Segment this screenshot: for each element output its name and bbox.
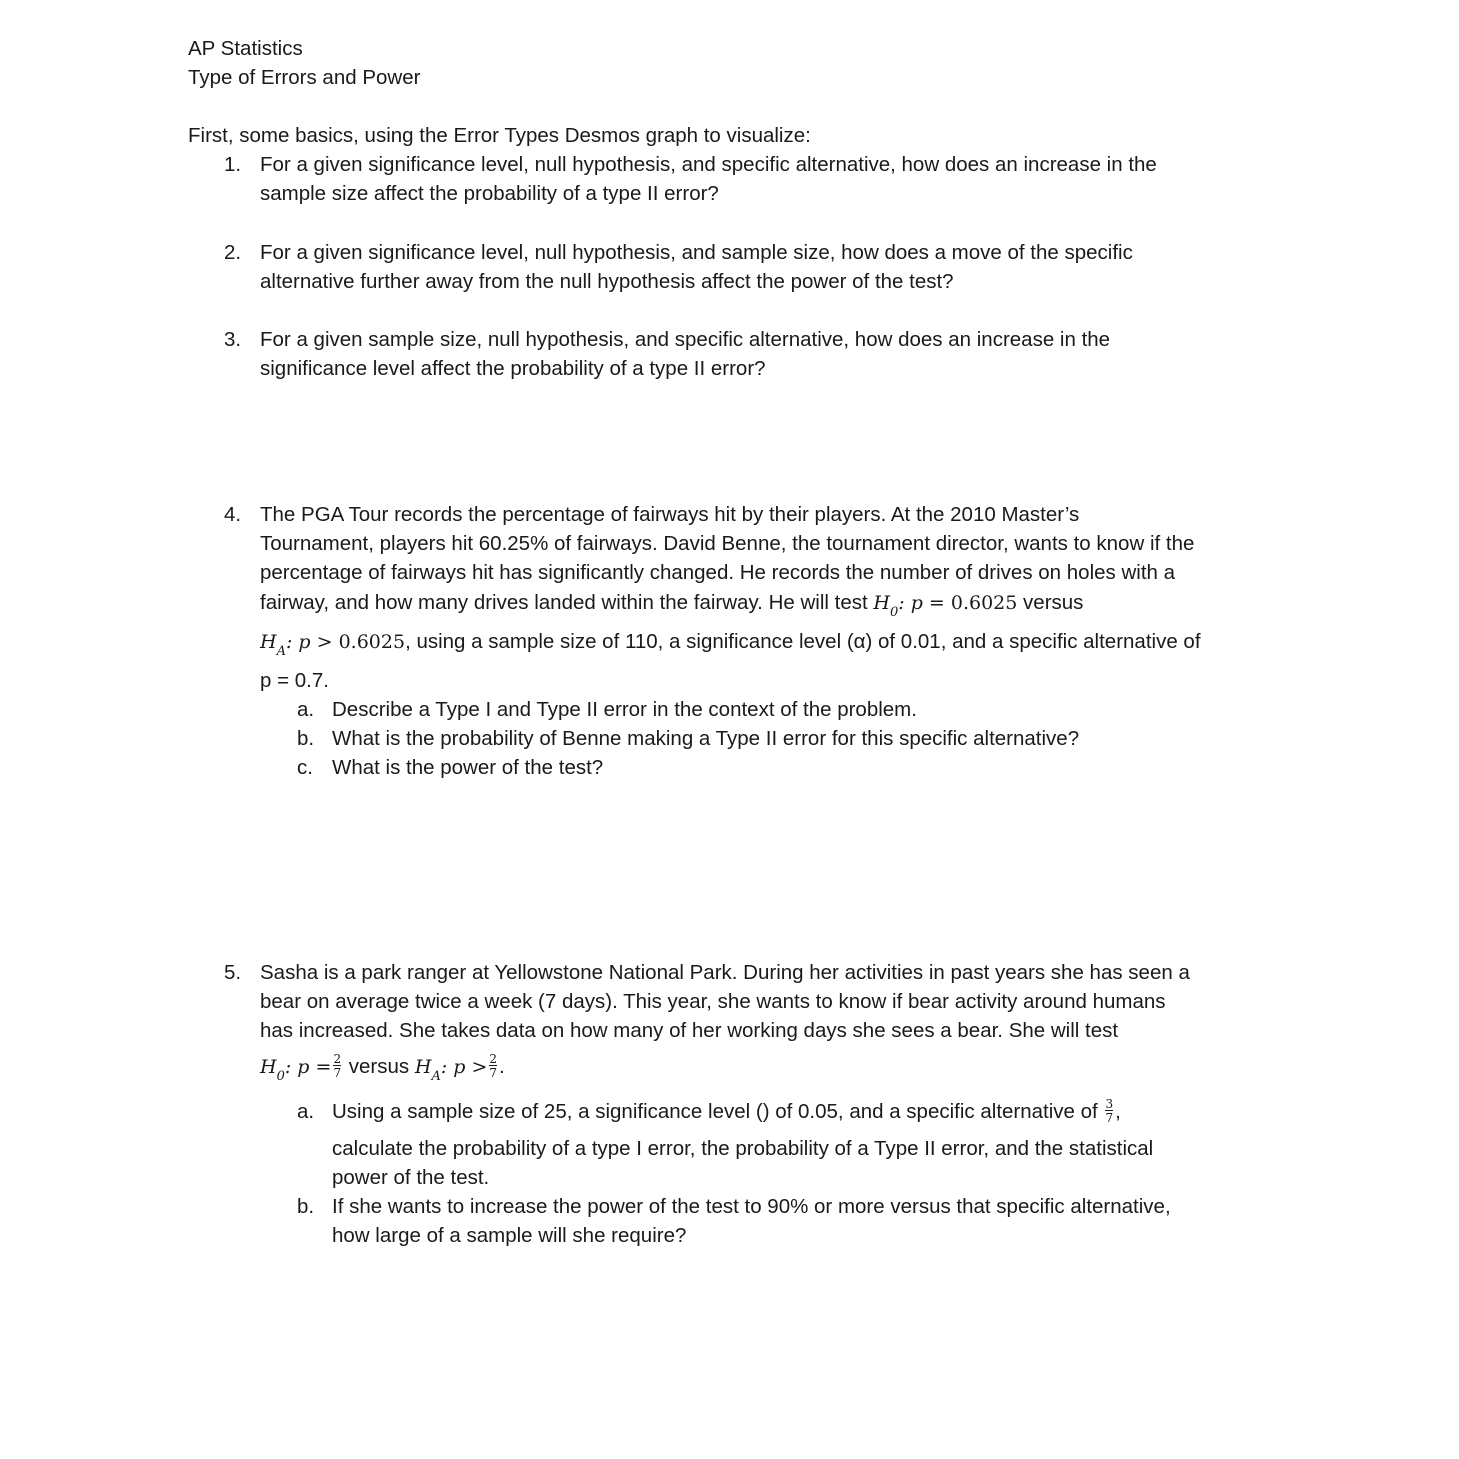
question-4b-label: b.	[297, 727, 315, 750]
question-4-line: Tournament, players hit 60.25% of fairways. David Benne, the tournament director, wants to know if the	[260, 532, 1195, 555]
question-5a-line: calculate the probability of a type I error, the probability of a Type II error, and the statistical	[332, 1137, 1154, 1160]
question-4-alternative-line	[260, 627, 1201, 659]
question-5-number: 5.	[224, 961, 242, 984]
question-5a-label: a.	[297, 1100, 315, 1123]
question-3-line: significance level affect the probability of a type II error?	[260, 357, 766, 380]
intro-text: First, some basics, using the Error Types Desmos graph to visualize:	[188, 124, 811, 147]
question-4c-text: What is the power of the test?	[332, 756, 604, 779]
alternative-hypothesis-formula: $H_A$: p > 0.6025	[260, 631, 406, 659]
question-4a-label: a.	[297, 698, 315, 721]
question-4-line: percentage of fairways hit has significantly changed. He records the number of drives on holes with a	[260, 561, 1176, 584]
question-1-line: For a given significance level, null hypothesis, and specific alternative, how does an increase in the	[260, 153, 1157, 176]
question-1-number: 1.	[224, 153, 242, 176]
fraction-two-sevenths: $\frac{2}{7}$	[333, 1051, 342, 1080]
null-hypothesis-formula: $H_0$: p = 0.6025	[873, 592, 1018, 620]
question-5a-line: power of the test.	[332, 1166, 490, 1189]
fraction-two-sevenths: $\frac{2}{7}$	[489, 1051, 498, 1080]
alternative-hypothesis-formula: $H_A$: p >	[414, 1056, 488, 1084]
question-2-line: For a given significance level, null hypothesis, and sample size, how does a move of the specific	[260, 241, 1133, 264]
question-5-line: has increased. She takes data on how many of her working days she sees a bear. She will test	[260, 1019, 1119, 1042]
question-5-line: Sasha is a park ranger at Yellowstone National Park. During her activities in past years she has seen a	[260, 961, 1190, 984]
question-4c-label: c.	[297, 756, 313, 779]
worksheet-title: Type of Errors and Power	[188, 66, 421, 89]
versus-text: versus	[1017, 591, 1084, 614]
question-3-line: For a given sample size, null hypothesis, and specific alternative, how does an increase in the	[260, 328, 1111, 351]
null-hypothesis-formula: $H_0$: p =	[260, 1056, 332, 1084]
question-2-line: alternative further away from the null hypothesis affect the power of the test?	[260, 270, 954, 293]
question-4-number: 4.	[224, 503, 242, 526]
question-1-line: sample size affect the probability of a type II error?	[260, 182, 719, 205]
question-4-line-text: fairway, and how many drives landed within the fairway. He will test	[260, 591, 868, 614]
question-3-number: 3.	[224, 328, 242, 351]
question-4-line: p = 0.7.	[260, 669, 329, 692]
course-title: AP Statistics	[188, 37, 303, 60]
question-4-line: The PGA Tour records the percentage of fairways hit by their players. At the 2010 Master’s	[260, 503, 1080, 526]
question-5b-line: If she wants to increase the power of the test to 90% or more versus that specific alternative,	[332, 1195, 1171, 1218]
question-5b-label: b.	[297, 1195, 315, 1218]
question-2-number: 2.	[224, 241, 242, 264]
question-4b-text: What is the probability of Benne making a Type II error for this specific alternative?	[332, 727, 1080, 750]
fraction-three-sevenths: $\frac{3}{7}$	[1105, 1096, 1114, 1125]
versus-text: versus	[343, 1055, 415, 1078]
question-4-hypothesis-line	[260, 588, 1083, 620]
question-5b-line: how large of a sample will she require?	[332, 1224, 687, 1247]
question-5-hypothesis-line: $H_0$: p = $\frac{2}{7}$ versus $H_A$: p > $\frac{2}{7}$ .	[260, 1051, 505, 1084]
question-4a-text: Describe a Type I and Type II error in the context of the problem.	[332, 698, 917, 721]
question-5a-line: Using a sample size of 25, a significance level () of 0.05, and a specific alternative of $\frac{3}{7}$ ,	[332, 1096, 1121, 1125]
question-4-line-text: , using a sample size of 110, a significance level (α) of 0.01, and a specific alternative of	[405, 630, 1201, 653]
question-5-line: bear on average twice a week (7 days). This year, she wants to know if bear activity around humans	[260, 990, 1166, 1013]
